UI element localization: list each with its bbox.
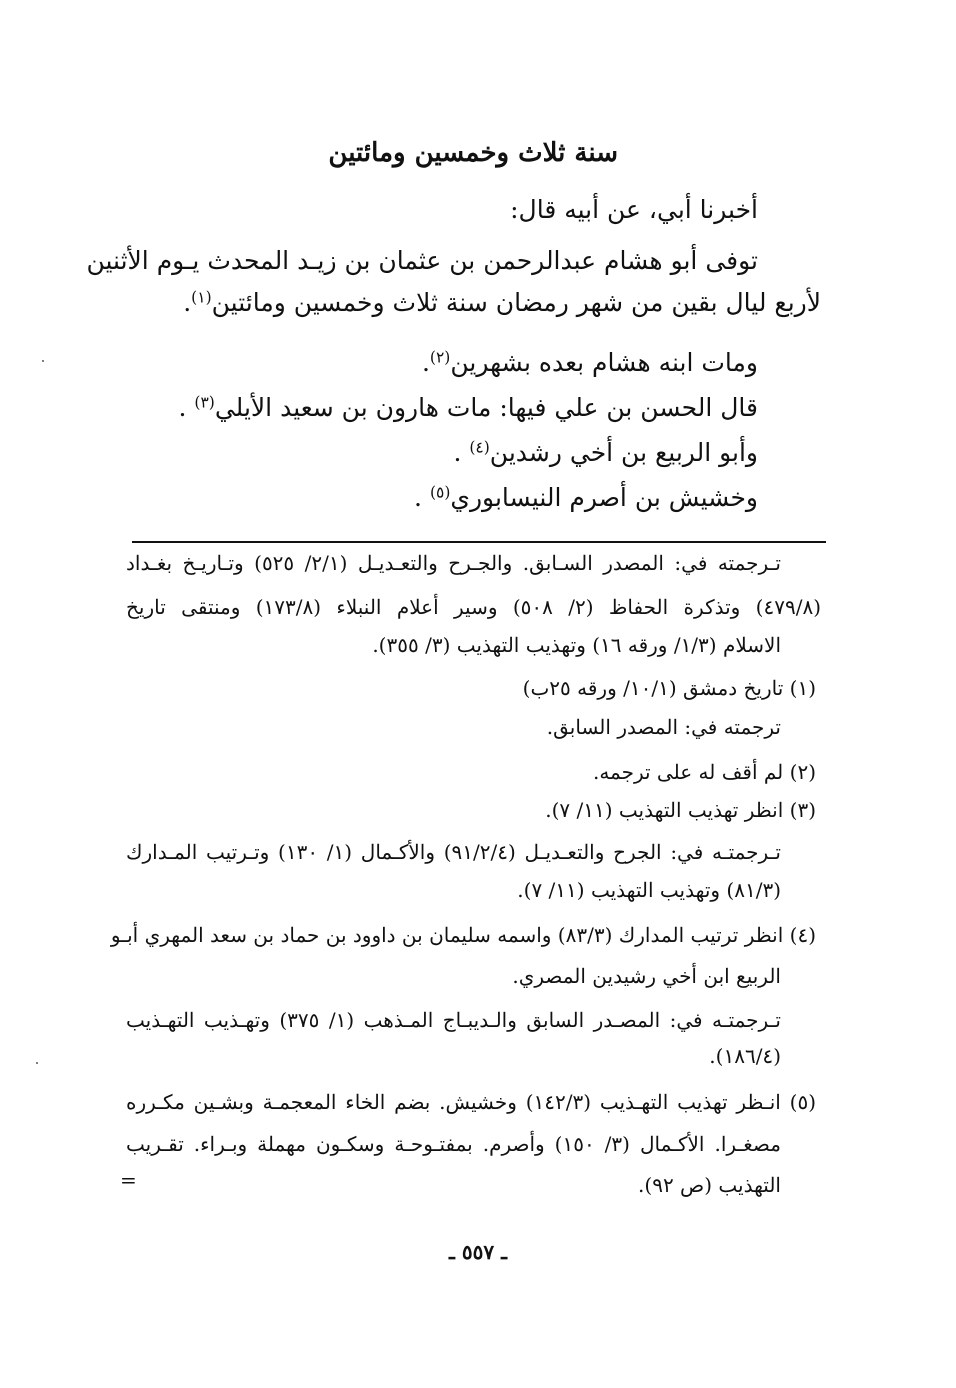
page-title: سنة ثلاث وخمسين ومائتين: [328, 138, 618, 168]
footnote-line: (٢) لم أقف له على ترجمه.: [592, 760, 816, 784]
scan-speck: [42, 360, 44, 362]
body-text: .: [183, 288, 192, 317]
body-text: وخشيش بن أصرم النيسابوري: [450, 483, 758, 512]
footnote-ref: (٥): [429, 483, 451, 502]
body-line: [183, 290, 821, 315]
footnote-ref: (٢): [429, 348, 451, 367]
footnote-line: الاسلام (١/٣/ ورقه ١٦) وتهذيب التهذيب (٣/ ٣٥٥).: [372, 633, 781, 657]
body-line: [422, 350, 758, 375]
footnote-line: تـرجمته في: المصدر السـابق. والجـرح والتعـديـل (٢/١/ ٥٢٥) وتـاريـخ بغـداد: [126, 551, 781, 575]
body-text: .: [414, 483, 430, 512]
body-text: .: [421, 348, 430, 377]
body-text: ومات ابنه هشام بعده بشهرين: [450, 348, 758, 377]
body-line: [178, 395, 758, 420]
body-text: .: [453, 438, 470, 467]
body-line: [453, 440, 758, 465]
body-text: قال الحسن بن علي فيها: مات هارون بن سعيد الأيلي: [214, 393, 758, 422]
footnote-line: (٣) انظر تهذيب التهذيب (١١/ ٧).: [545, 798, 816, 822]
body-text: وأبو الربيع بن أخي رشدين: [489, 438, 758, 467]
body-line: [414, 485, 758, 510]
footnote-line: ترجمته في: المصدر السابق.: [546, 715, 781, 739]
body-line: أخبرنا أبي، عن أبيه قال:: [510, 195, 758, 224]
scan-speck: [36, 1062, 38, 1064]
footnote-line: تـرجمتـه في: الجرح والتعـديـل (٩١/٢/٤) والأكـمال (١/ ١٣٠) وتـرتيب المـدارك: [126, 840, 781, 864]
page-number: ـ ٥٥٧ ـ: [449, 1240, 507, 1264]
continuation-mark: =: [120, 1168, 137, 1192]
footnote-line: (٤) انظر ترتيب المدارك (٨٣/٣) واسمه سليمان بن داوود بن حماد بن سعد المهري أبـو: [110, 923, 816, 947]
footnote-line: (١٨٦/٤).: [709, 1044, 781, 1068]
body-text: .: [178, 393, 195, 422]
footnote-line: الربيع ابن أخي رشيدين المصري.: [512, 964, 781, 988]
footnote-line: (٨١/٣) وتهذيب التهذيب (١١/ ٧).: [517, 878, 781, 902]
footnote-line: مصغـرا. الأكـمال (٣/ ١٥٠) وأصرم. بمفتـوحـة وسكـون مهملة وبـراء. تقـريب: [126, 1132, 781, 1156]
body-text: لأربع ليال بقين من شهر رمضان سنة ثلاث وخمسين ومائتين: [211, 288, 821, 317]
footnote-line: (٥) انـظر تهذيب التهـذيب (١٤٢/٣) وخشيش. بضم الخاء المعجمـة وبشـين مكـرره: [126, 1090, 816, 1114]
footnote-line: تـرجمتـه في: المصـدر السابق والـديبـاج المـذهب (١/ ٣٧٥) وتهـذيب التهـذيب: [126, 1008, 781, 1032]
footnote-ref: (٤): [469, 438, 490, 457]
footnote-line: التهذيب (ص ٩٢).: [638, 1173, 781, 1197]
footnote-divider: [132, 541, 826, 543]
footnote-line: (٤٧٩/٨) وتذكرة الحفاظ (٢/ ٥٠٨) وسير أعلام النبلاء (١٧٣/٨) ومنتقى تاريخ: [126, 595, 822, 619]
footnote-line: (١) تاريخ دمشق (١٠/١/ ورقه ٢٥ب): [522, 676, 816, 700]
body-line: توفى أبو هشام عبدالرحمن بن عثمان بن زيـد المحدث يـوم الأثنين: [86, 246, 758, 275]
footnote-ref: (١): [191, 288, 212, 307]
footnote-ref: (٣): [194, 393, 215, 412]
